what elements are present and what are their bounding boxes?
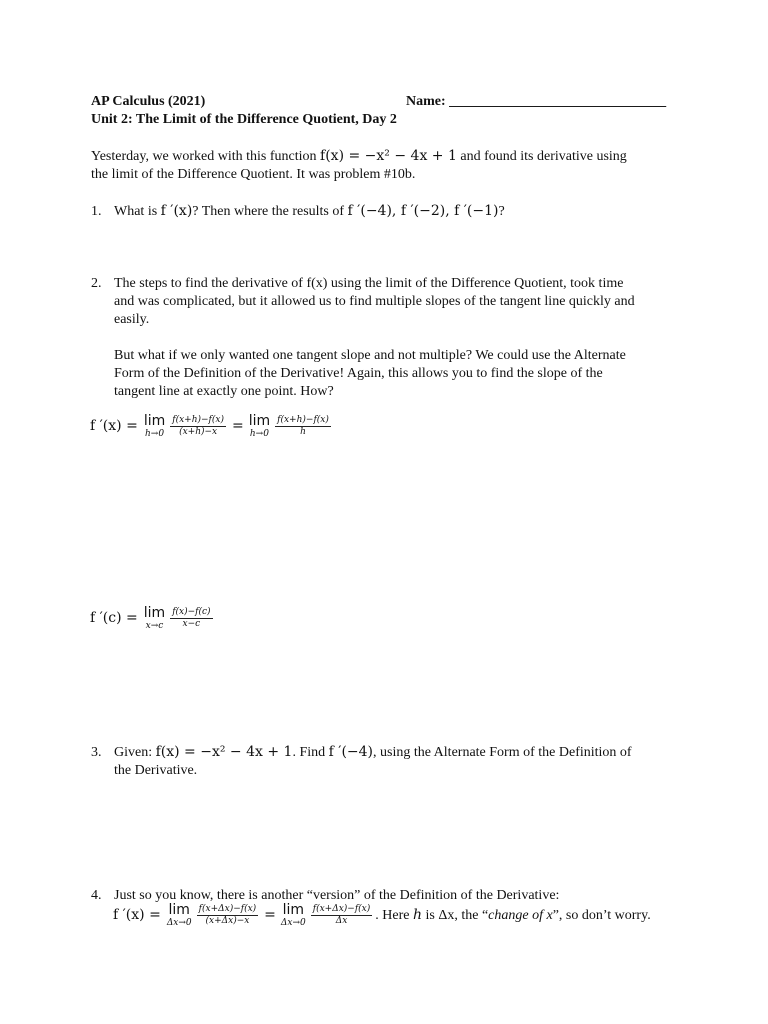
- q1-text-c: ?: [498, 204, 505, 219]
- q1-fprime: f ′(x): [160, 203, 193, 219]
- q4-tail-b: is Δx, the “: [422, 908, 489, 923]
- q2-p1-line2: and was complicated, but it allowed us to find multiple slopes of the tangent line quickly and: [114, 294, 635, 309]
- intro-text-b: and found its derivative using: [456, 149, 627, 164]
- unit-title: Unit 2: The Limit of the Difference Quotient, Day 2: [91, 112, 397, 127]
- formula3-denominator-1: (x+Δx)−x: [205, 916, 250, 926]
- formula3-equals: =: [264, 907, 276, 923]
- formula1-lim-sub-2: h→0: [249, 429, 269, 439]
- name-field-label: Name: _______________________________: [406, 94, 667, 109]
- q3-function: f(x) = −x² − 4x + 1: [155, 744, 293, 760]
- q3-text-a: Given:: [114, 745, 156, 760]
- q1-values: f ′(−4), f ′(−2), f ′(−1): [347, 203, 499, 219]
- q4-h-var: h: [412, 907, 422, 923]
- formula3-lim-word-2: lim: [282, 902, 305, 918]
- q3-line1: [114, 744, 632, 761]
- formula1-lhs: f ′(x) =: [90, 418, 138, 434]
- formula3-lim-word-1: lim: [168, 902, 190, 918]
- q2-number: 2.: [91, 276, 102, 291]
- intro-text-a: Yesterday, we worked with this function: [91, 149, 321, 164]
- formula1-fraction-2: [275, 415, 331, 438]
- alternate-form-formula: [90, 606, 216, 631]
- formula3-numerator-2: f(x+Δx)−f(x): [312, 904, 371, 914]
- formula1-lim-word-1: lim: [143, 413, 166, 429]
- formula1-lim-sub-1: h→0: [144, 429, 165, 439]
- formula2-fraction: [170, 607, 212, 630]
- q1-number: 1.: [91, 204, 102, 219]
- formula1-lim-word-2: lim: [248, 413, 271, 429]
- intro-line-1: [91, 148, 627, 165]
- formula3-numerator-1: f(x+Δx)−f(x): [198, 904, 257, 914]
- formula1-fraction-1: [170, 415, 226, 438]
- q3-number: 3.: [91, 745, 102, 760]
- formula1-equals: =: [231, 418, 244, 434]
- q2-p2-line1: But what if we only wanted one tangent slope and not multiple? We could use the Alternate: [114, 348, 626, 363]
- formula3-lim-1: [167, 903, 192, 928]
- formula2-lim: [144, 606, 165, 631]
- formula1-denominator-2: h: [300, 427, 306, 437]
- delta-x-formula: [113, 903, 651, 928]
- q2-p1-line1: The steps to find the derivative of f(x) using the limit of the Difference Quotient, took time: [114, 276, 624, 291]
- formula1-lim-1: [144, 414, 165, 439]
- formula2-lim-word: lim: [143, 605, 166, 621]
- formula1-numerator-1: f(x+h)−f(x): [172, 415, 224, 425]
- formula2-lhs: f ′(c) =: [90, 610, 138, 626]
- formula2-numerator: f(x)−f(c): [172, 607, 211, 617]
- formula1-lim-2: [249, 414, 270, 439]
- intro-line-2: the limit of the Difference Quotient. It was problem #10b.: [91, 167, 416, 182]
- formula3-lim-sub-1: Δx→0: [166, 918, 192, 928]
- q3-text-c: , using the Alternate Form of the Definition of: [373, 745, 632, 760]
- q4-tail: [375, 907, 650, 924]
- formula2-denominator: x−c: [182, 619, 201, 629]
- q3-fprime: f ′(−4): [328, 744, 374, 760]
- difference-quotient-formula: [90, 414, 334, 439]
- q2-p2-line2: Form of the Definition of the Derivative! Again, this allows you to find the slope of the: [114, 366, 603, 381]
- q2-p1-line3: easily.: [114, 312, 150, 327]
- q3-text-b: . Find: [292, 745, 329, 760]
- formula3-denominator-2: Δx: [335, 916, 348, 926]
- q2-p2-line3: tangent line at exactly one point. How?: [114, 384, 334, 399]
- course-title: AP Calculus (2021): [91, 94, 206, 109]
- formula3-fraction-1: [197, 904, 259, 927]
- formula1-denominator-1: (x+h)−x: [179, 427, 218, 437]
- formula1-numerator-2: f(x+h)−f(x): [277, 415, 329, 425]
- formula3-fraction-2: [311, 904, 373, 927]
- q1-text: [114, 203, 505, 220]
- q4-change-of-x: change of x: [488, 908, 553, 923]
- formula3-lim-2: [281, 903, 306, 928]
- formula2-lim-sub: x→c: [145, 621, 164, 631]
- q3-line2: the Derivative.: [114, 763, 198, 778]
- q4-tail-c: ”, so don’t worry.: [552, 908, 651, 923]
- q1-text-b: ? Then where the results of: [192, 204, 348, 219]
- q1-text-a: What is: [114, 204, 161, 219]
- formula3-lim-sub-2: Δx→0: [280, 918, 306, 928]
- q4-tail-a: . Here: [375, 908, 413, 923]
- q4-number: 4.: [91, 888, 102, 903]
- q4-line1: Just so you know, there is another “version” of the Definition of the Derivative:: [114, 888, 560, 903]
- formula3-lhs: f ′(x) =: [113, 907, 161, 923]
- intro-function: f(x) = −x² − 4x + 1: [320, 148, 457, 164]
